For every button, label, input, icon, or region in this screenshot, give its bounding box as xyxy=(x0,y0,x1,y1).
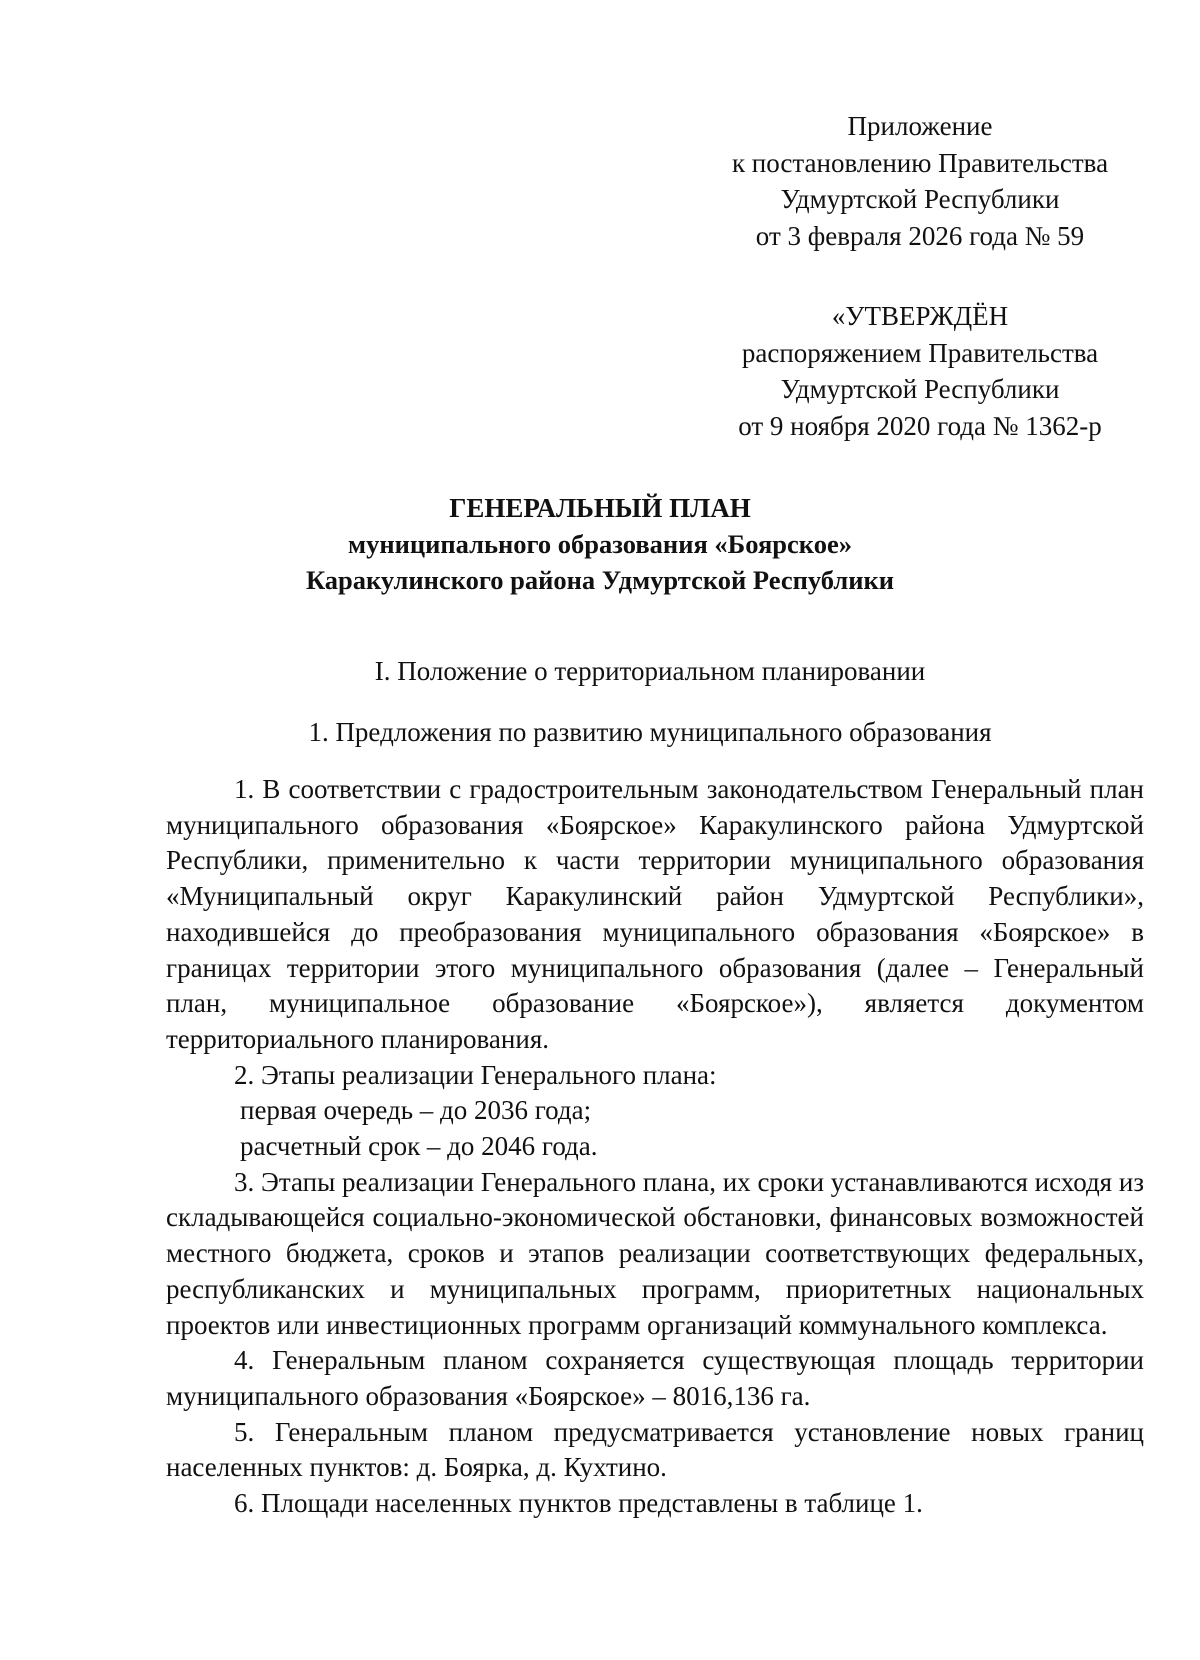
title-line-3: Каракулинского района Удмуртской Республики xyxy=(305,565,895,595)
appendix-line-1: Приложение xyxy=(847,111,993,141)
approval-stamp xyxy=(700,298,1140,444)
paragraph-3: 3. Этапы реализации Генерального плана, их сроки устанавливаются исходя из складывающейся социально-экономической обстановки, финансовых возможностей местного бюджета, сроков и этапов реализации соответствующих федеральных, республиканских и муниципальных программ, приоритетных национальных проектов или инвестиционных программ организаций коммунального комплекса. xyxy=(166,1166,1144,1340)
chapter-heading: 1. Предложения по развитию муниципального образования xyxy=(308,717,992,747)
part-heading: I. Положение о территориальном планировании xyxy=(374,656,926,686)
document-body xyxy=(166,772,1144,1522)
paragraph-5: 5. Генеральным планом предусматривается установление новых границ населенных пунктов: д. Боярка, д. Кухтино. xyxy=(166,1416,1144,1483)
appendix-line-4: от 3 февраля 2026 года № 59 xyxy=(755,220,1085,251)
appendix-line-3: Удмуртской Республики xyxy=(780,184,1060,214)
approved-line-1: «УТВЕРЖДЁН xyxy=(831,301,1009,331)
appendix-line-2: к постановлению Правительства xyxy=(731,147,1109,178)
paragraph-4: 4. Генеральным планом сохраняется существующая площадь территории муниципального образования «Боярское» – 8016,136 га. xyxy=(166,1345,1144,1411)
paragraph-1: 1. В соответствии с градостроительным законодательством Генеральный план муниципального образования «Боярское» Каракулинского района Удмуртской Республики, применительно к части территории муниципального образования «Муниципальный округ Каракулинский район Удмуртской Республики», находившейся до преобразования муниципального образования «Боярское» в границах территории этого муниципального образования (далее – Генеральный план, муниципальное образование «Боярское»), является документом территориального планирования. xyxy=(166,774,1144,1054)
title-line-2: муниципального образования «Боярское» xyxy=(348,529,852,559)
approved-line-2: распоряжением Правительства xyxy=(741,337,1099,368)
title-line-1: ГЕНЕРАЛЬНЫЙ ПЛАН xyxy=(449,493,751,523)
approved-line-4: от 9 ноября 2020 года № 1362-р xyxy=(738,410,1102,441)
paragraph-2: 2. Этапы реализации Генерального плана: xyxy=(234,1059,717,1090)
document-title xyxy=(150,490,1050,598)
stage-estimated: расчетный срок – до 2046 года. xyxy=(240,1131,598,1162)
approved-line-3: Удмуртской Республики xyxy=(780,374,1060,404)
paragraph-6: 6. Площади населенных пунктов представлены в таблице 1. xyxy=(234,1488,923,1519)
appendix-header xyxy=(700,108,1140,254)
stage-first: первая очередь – до 2036 года; xyxy=(240,1095,592,1126)
